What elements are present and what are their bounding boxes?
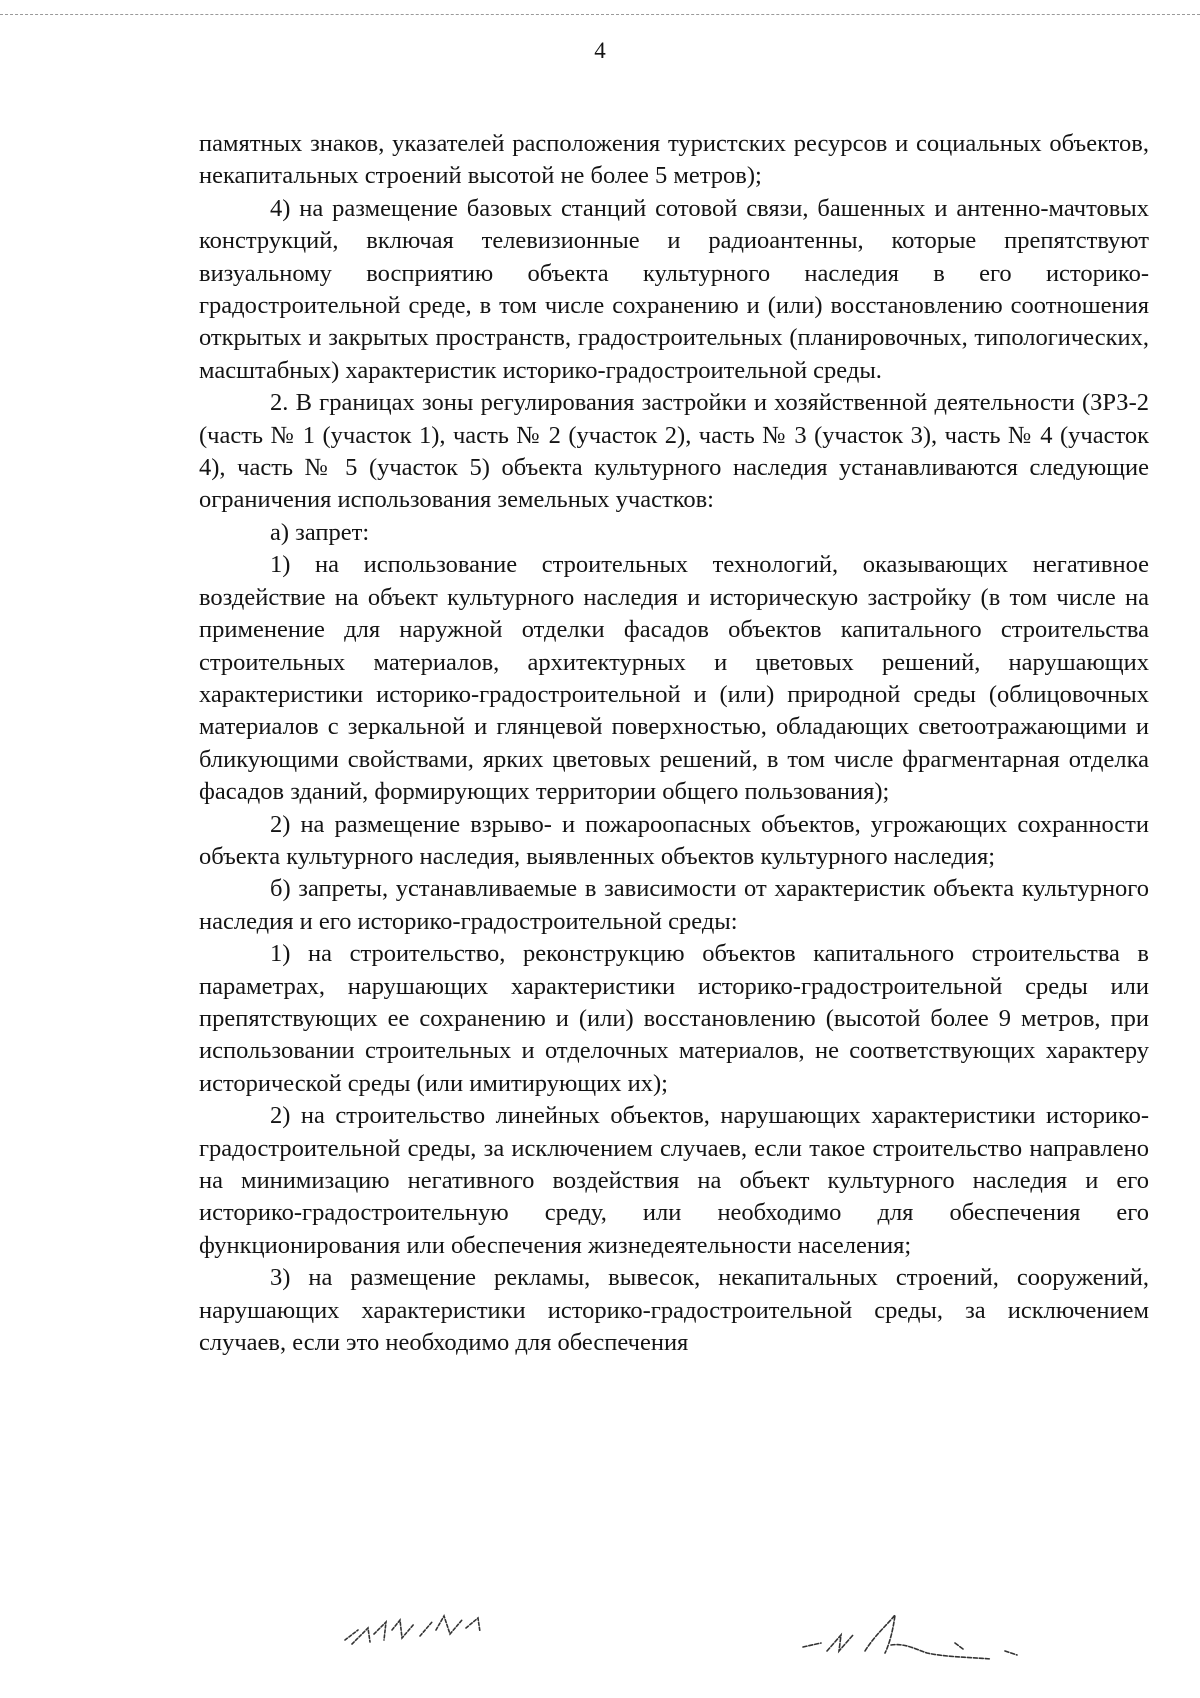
document-body xyxy=(199,128,1149,1359)
paragraph: 4) на размещение базовых станций сотовой связи, башенных и антенно-мачтовых конструкций, включая телевизионные и радиоантенны, которые препятствуют визуальному восприятию объекта культурного наследия в его историко-градостроительной среде, в том числе сохранению и (или) восстановлению соотношения открытых и закрытых пространств, градостроительных (планировочных, типологических, масштабных) характеристик историко-градостроительной среды. xyxy=(199,194,1149,384)
handwritten-signature-right xyxy=(795,1595,1025,1675)
paragraph: 2. В границах зоны регулирования застройки и хозяйственной деятельности (ЗРЗ-2 (часть № 1 (участок 1), часть № 2 (участок 2), часть № 3 (участок 3), часть № 4 (участок 4), часть № 5 (участок 5) объекта культурного наследия устанавливаются следующие ограничения использования земельных участков: xyxy=(199,389,1149,514)
paragraph: б) запреты, устанавливаемые в зависимости от характеристик объекта культурного наследия и его историко-градостроительной среды: xyxy=(199,875,1149,935)
paragraph: 2) на строительство линейных объектов, нарушающих характеристики историко-градостроительной среды, за исключением случаев, если такое строительство направлено на минимизацию негативного воздействия на объект культурного наследия и его историко-градостроительную среду, или необходимо для обеспечения его функционирования или обеспечения жизнедеятельности населения; xyxy=(199,1102,1149,1259)
paragraph: 1) на строительство, реконструкцию объектов капитального строительства в параметрах, нарушающих характеристики историко-градостроительной среды или препятствующих ее сохранению и (или) восстановлению (высотой более 9 метров, при использовании строительных и отделочных материалов, не соответствующих характеру исторической среды (или имитирующих их); xyxy=(199,940,1149,1097)
paragraph: 1) на использование строительных технологий, оказывающих негативное воздействие на объект культурного наследия и историческую застройку (в том числе на применение для наружной отделки фасадов объектов капитального строительства строительных материалов, архитектурных и цветовых решений, нарушающих характеристики историко-градостроительной и (или) природной среды (облицовочных материалов с зеркальной и глянцевой поверхностью, обладающих светоотражающими и бликующими свойствами, ярких цветовых решений, в том числе фрагментарная отделка фасадов зданий, формирующих территории общего пользования); xyxy=(199,551,1149,806)
paragraph: 2) на размещение взрыво- и пожароопасных объектов, угрожающих сохранности объекта культурного наследия, выявленных объектов культурного наследия; xyxy=(199,810,1149,870)
paragraph: а) запрет: xyxy=(270,518,370,546)
paragraph: 3) на размещение рекламы, вывесок, некапитальных строений, сооружений, нарушающих характеристики историко-градостроительной среды, за исключением случаев, если это необходимо для обеспечения xyxy=(199,1264,1149,1357)
page-number: 4 xyxy=(594,38,606,63)
paragraph: памятных знаков, указателей расположения туристских ресурсов и социальных объектов, некапитальных строений высотой не более 5 метров); xyxy=(199,130,1149,190)
scan-top-rule xyxy=(0,14,1200,15)
handwritten-initials-left xyxy=(340,1600,500,1660)
